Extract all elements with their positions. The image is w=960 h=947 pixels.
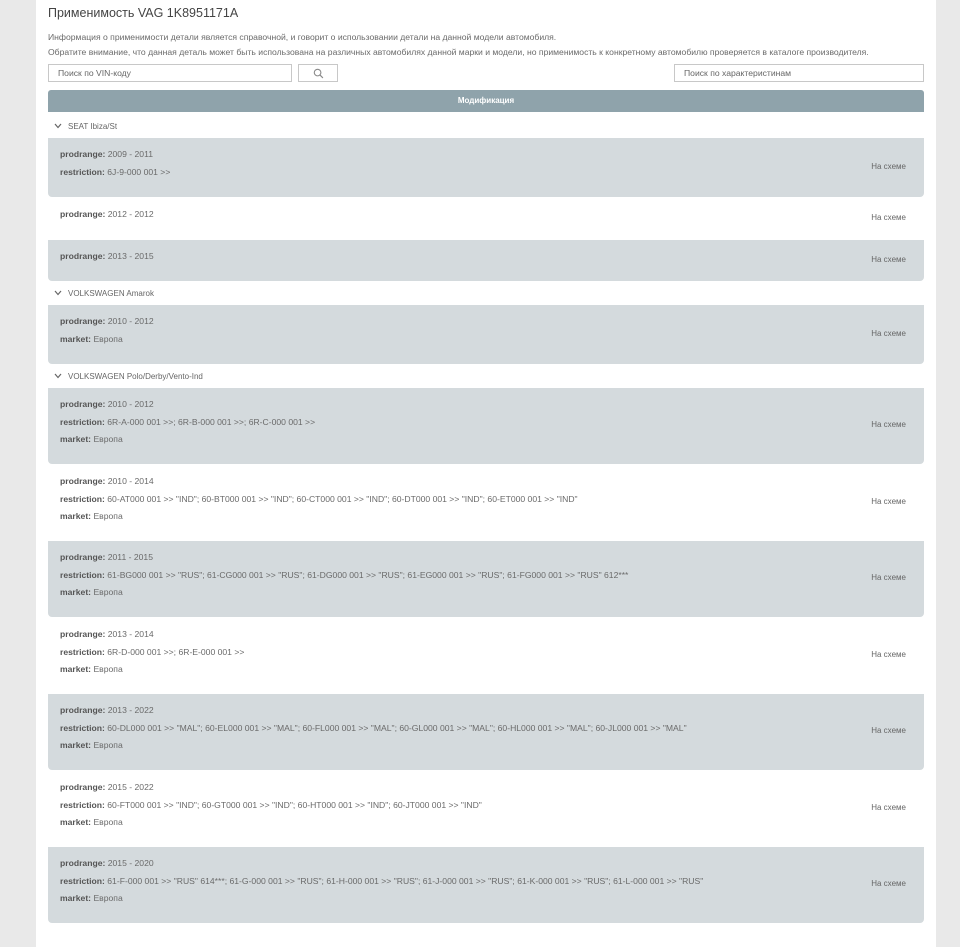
group-label: VOLKSWAGEN Amarok bbox=[68, 288, 154, 298]
market-label: market: bbox=[60, 893, 92, 903]
prodrange-label: prodrange: bbox=[60, 705, 106, 715]
prodrange-label: prodrange: bbox=[60, 399, 106, 409]
market-line bbox=[60, 587, 123, 597]
restriction-label: restriction: bbox=[60, 416, 105, 427]
market-label: market: bbox=[60, 740, 92, 750]
restriction-value: 61-BG000 001 >> "RUS"; 61-CG000 001 >> "RUS"; 61-DG000 001 >> "RUS"; 61-EG000 001 >> "RUS"; 61-FG000 001 >> "RUS" 612*** bbox=[107, 569, 629, 580]
prodrange-line bbox=[60, 476, 154, 486]
on-scheme-link[interactable]: На схеме bbox=[871, 212, 906, 222]
prodrange-value: 2010 - 2012 bbox=[107, 399, 154, 409]
market-line bbox=[60, 334, 123, 344]
table-row bbox=[48, 771, 924, 847]
prodrange-value: 2015 - 2020 bbox=[107, 858, 154, 868]
market-label: market: bbox=[60, 587, 92, 597]
restriction-value: 60-AT000 001 >> "IND"; 60-BT000 001 >> "IND"; 60-CT000 001 >> "IND"; 60-DT000 001 >> "IND"; 60-ET000 001 >> "IND" bbox=[107, 493, 578, 504]
restriction-label: restriction: bbox=[60, 722, 105, 733]
restriction-value: 6J-9-000 001 >> bbox=[107, 166, 171, 177]
table-row bbox=[48, 465, 924, 541]
group-label: VOLKSWAGEN Polo/Derby/Vento-Ind bbox=[68, 371, 203, 381]
info-text-2: Обратите внимание, что данная деталь может быть использована на различных автомобилях данной марки и модели, но применимость к конкретному автомобилю проверяется в каталоге производителя. bbox=[48, 47, 869, 57]
restriction-label: restriction: bbox=[60, 875, 105, 886]
market-line bbox=[60, 817, 123, 827]
market-value: Европа bbox=[93, 817, 123, 827]
prodrange-label: prodrange: bbox=[60, 782, 106, 792]
on-scheme-link[interactable]: На схеме bbox=[871, 497, 906, 506]
search-button[interactable] bbox=[298, 64, 338, 82]
prodrange-value: 2015 - 2022 bbox=[107, 782, 154, 792]
table-row bbox=[48, 618, 924, 694]
page-title: Применимость VAG 1K8951171A bbox=[48, 6, 239, 20]
characteristics-search-input[interactable] bbox=[674, 64, 924, 82]
chevron-down-icon bbox=[54, 290, 62, 296]
market-value: Европа bbox=[93, 587, 123, 597]
group-header[interactable] bbox=[54, 287, 154, 299]
restriction-line bbox=[60, 417, 315, 427]
prodrange-label: prodrange: bbox=[60, 858, 106, 868]
market-value: Европа bbox=[93, 434, 123, 444]
prodrange-label: prodrange: bbox=[60, 316, 106, 326]
restriction-label: restriction: bbox=[60, 493, 105, 504]
prodrange-label: prodrange: bbox=[60, 476, 106, 486]
prodrange-line bbox=[60, 552, 153, 562]
table-row bbox=[48, 138, 924, 197]
prodrange-line bbox=[60, 782, 154, 792]
prodrange-value: 2012 - 2012 bbox=[107, 209, 154, 219]
market-label: market: bbox=[60, 333, 92, 344]
chevron-down-icon bbox=[54, 373, 62, 379]
prodrange-label: prodrange: bbox=[60, 149, 106, 159]
table-row bbox=[48, 388, 924, 464]
on-scheme-link[interactable]: На схеме bbox=[871, 803, 906, 812]
market-value: Европа bbox=[93, 511, 123, 521]
restriction-label: restriction: bbox=[60, 799, 105, 810]
restriction-label: restriction: bbox=[60, 569, 105, 580]
restriction-value: 6R-D-000 001 >>; 6R-E-000 001 >> bbox=[107, 646, 245, 657]
restriction-value: 61-F-000 001 >> "RUS" 614***; 61-G-000 001 >> "RUS"; 61-H-000 001 >> "RUS"; 61-J-000 001 >> "RUS"; 61-K-000 001 >> "RUS"; 61-L-000 001 >> "RUS" bbox=[107, 875, 704, 886]
on-scheme-link[interactable]: На схеме bbox=[871, 879, 906, 888]
prodrange-label: prodrange: bbox=[60, 629, 106, 639]
restriction-line bbox=[60, 647, 244, 657]
on-scheme-link[interactable]: На схеме bbox=[871, 650, 906, 659]
restriction-label: restriction: bbox=[60, 646, 105, 657]
restriction-value: 6R-A-000 001 >>; 6R-B-000 001 >>; 6R-C-000 001 >> bbox=[107, 416, 316, 427]
restriction-line bbox=[60, 876, 703, 886]
table-row bbox=[48, 847, 924, 923]
prodrange-value: 2013 - 2014 bbox=[107, 629, 154, 639]
prodrange-line bbox=[60, 209, 154, 219]
restriction-line bbox=[60, 723, 687, 733]
market-label: market: bbox=[60, 434, 92, 444]
market-line bbox=[60, 893, 123, 903]
modification-column-header: Модификация bbox=[48, 90, 924, 112]
vin-search-input[interactable] bbox=[48, 64, 292, 82]
table-row bbox=[48, 198, 924, 239]
table-row bbox=[48, 694, 924, 770]
market-value: Европа bbox=[93, 664, 123, 674]
on-scheme-link[interactable]: На схеме bbox=[871, 254, 906, 264]
prodrange-line bbox=[60, 399, 154, 409]
prodrange-value: 2013 - 2022 bbox=[107, 705, 154, 715]
restriction-value: 60-DL000 001 >> "MAL"; 60-EL000 001 >> "MAL"; 60-FL000 001 >> "MAL"; 60-GL000 001 >> "MAL"; 60-HL000 001 >> "MAL"; 60-JL000 001 >> "MAL" bbox=[107, 722, 687, 733]
market-line bbox=[60, 434, 123, 444]
restriction-line bbox=[60, 800, 482, 810]
market-label: market: bbox=[60, 817, 92, 827]
on-scheme-link[interactable]: На схеме bbox=[871, 726, 906, 735]
market-label: market: bbox=[60, 511, 92, 521]
prodrange-line bbox=[60, 316, 154, 326]
on-scheme-link[interactable]: На схеме bbox=[871, 161, 906, 171]
restriction-line bbox=[60, 570, 628, 580]
market-line bbox=[60, 740, 123, 750]
group-header[interactable] bbox=[54, 370, 203, 382]
prodrange-line bbox=[60, 629, 154, 639]
market-label: market: bbox=[60, 664, 92, 674]
market-line bbox=[60, 664, 123, 674]
market-line bbox=[60, 511, 123, 521]
prodrange-value: 2013 - 2015 bbox=[107, 251, 154, 261]
prodrange-value: 2009 - 2011 bbox=[107, 149, 153, 159]
on-scheme-link[interactable]: На схеме bbox=[871, 328, 906, 338]
prodrange-value: 2010 - 2014 bbox=[107, 476, 154, 486]
prodrange-line bbox=[60, 149, 153, 159]
search-icon bbox=[313, 68, 324, 79]
info-text-1: Информация о применимости детали является справочной, и говорит о использовании детали на данной модели автомобиля. bbox=[48, 32, 557, 42]
group-header[interactable] bbox=[54, 120, 117, 132]
prodrange-label: prodrange: bbox=[60, 251, 106, 261]
on-scheme-link[interactable]: На схеме bbox=[871, 573, 906, 582]
table-row bbox=[48, 541, 924, 617]
restriction-line bbox=[60, 167, 170, 177]
group-label: SEAT Ibiza/St bbox=[68, 121, 118, 131]
on-scheme-link[interactable]: На схеме bbox=[871, 420, 906, 429]
market-value: Европа bbox=[93, 740, 123, 750]
prodrange-value: 2011 - 2015 bbox=[107, 552, 153, 562]
restriction-value: 60-FT000 001 >> "IND"; 60-GT000 001 >> "IND"; 60-HT000 001 >> "IND"; 60-JT000 001 >> "IND" bbox=[107, 799, 482, 810]
applicability-page bbox=[36, 0, 936, 947]
prodrange-line bbox=[60, 705, 154, 715]
prodrange-label: prodrange: bbox=[60, 209, 106, 219]
restriction-line bbox=[60, 494, 578, 504]
restriction-label: restriction: bbox=[60, 166, 105, 177]
chevron-down-icon bbox=[54, 123, 62, 129]
table-row bbox=[48, 240, 924, 281]
prodrange-line bbox=[60, 858, 154, 868]
prodrange-line bbox=[60, 251, 154, 261]
table-row bbox=[48, 305, 924, 364]
market-value: Европа bbox=[93, 893, 123, 903]
prodrange-value: 2010 - 2012 bbox=[107, 316, 154, 326]
market-value: Европа bbox=[93, 333, 123, 344]
prodrange-label: prodrange: bbox=[60, 552, 106, 562]
